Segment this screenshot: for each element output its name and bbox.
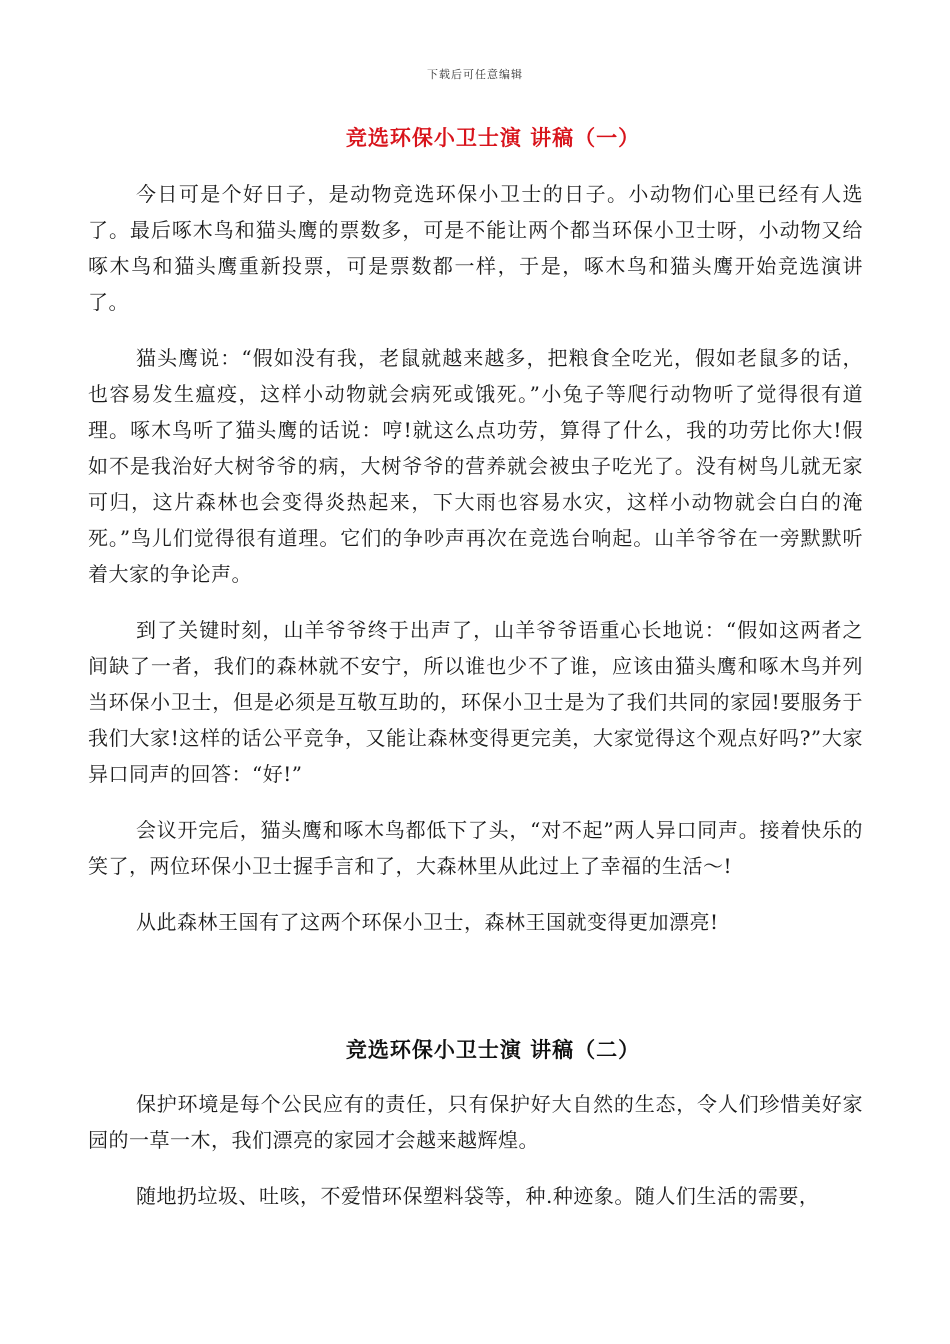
paragraph: 会议开完后，猫头鹰和啄木鸟都低下了头，“对不起”两人异口同声。接着快乐的笑了，两位环保小卫士握手言和了，大森林里从此过上了幸福的生活～! [88,818,863,878]
paragraph: 从此森林王国有了这两个环保小卫士，森林王国就变得更加漂亮! [136,910,719,934]
section-2-title: 竞选环保小卫士演 讲稿（二） [345,1037,641,1062]
paragraph: 到了关键时刻，山羊爷爷终于出声了，山羊爷爷语重心长地说：“假如这两者之间缺了一者，我们的森林就不安宁，所以谁也少不了谁，应该由猫头鹰和啄木鸟并列当环保小卫士，但是必须是互敬互助的，环保小卫士是为了我们共同的家园!要服务于我们大家!这样的话公平竞争，又能让森林变得更完美，大家觉得这个观点好吗?”大家异口同声的回答：“好!” [88,618,863,786]
paragraph: 今日可是个好日子，是动物竞选环保小卫士的日子。小动物们心里已经有人选了。最后啄木鸟和猫头鹰的票数多，可是不能让两个都当环保小卫士呀，小动物又给啄木鸟和猫头鹰重新投票，可是票数都一样，于是，啄木鸟和猫头鹰开始竞选演讲了。 [88,182,863,314]
section-2-body [88,1086,863,1234]
section-1-body [88,176,863,960]
paragraph: 保护环境是每个公民应有的责任，只有保护好大自然的生态，令人们珍惜美好家园的一草一木，我们漂亮的家园才会越来越辉煌。 [88,1092,863,1152]
paragraph: 猫头鹰说：“假如没有我，老鼠就越来越多，把粮食全吃光，假如老鼠多的话，也容易发生瘟疫，这样小动物就会病死或饿死。”小兔子等爬行动物听了觉得很有道理。啄木鸟听了猫头鹰的话说：哼!就这么点功劳，算得了什么，我的功劳比你大!假如不是我治好大树爷爷的病，大树爷爷的营养就会被虫子吃光了。没有树鸟儿就无家可归，这片森林也会变得炎热起来，下大雨也容易水灾，这样小动物就会白白的淹死。”鸟儿们觉得很有道理。它们的争吵声再次在竞选台响起。山羊爷爷在一旁默默听着大家的争论声。 [88,346,863,586]
section-1-title: 竞选环保小卫士演 讲稿（一） [345,125,641,150]
paragraph: 随地扔垃圾、吐咳，不爱惜环保塑料袋等，种.种迹象。随人们生活的需要， [136,1184,820,1208]
header-note: 下载后可任意编辑 [427,68,523,81]
